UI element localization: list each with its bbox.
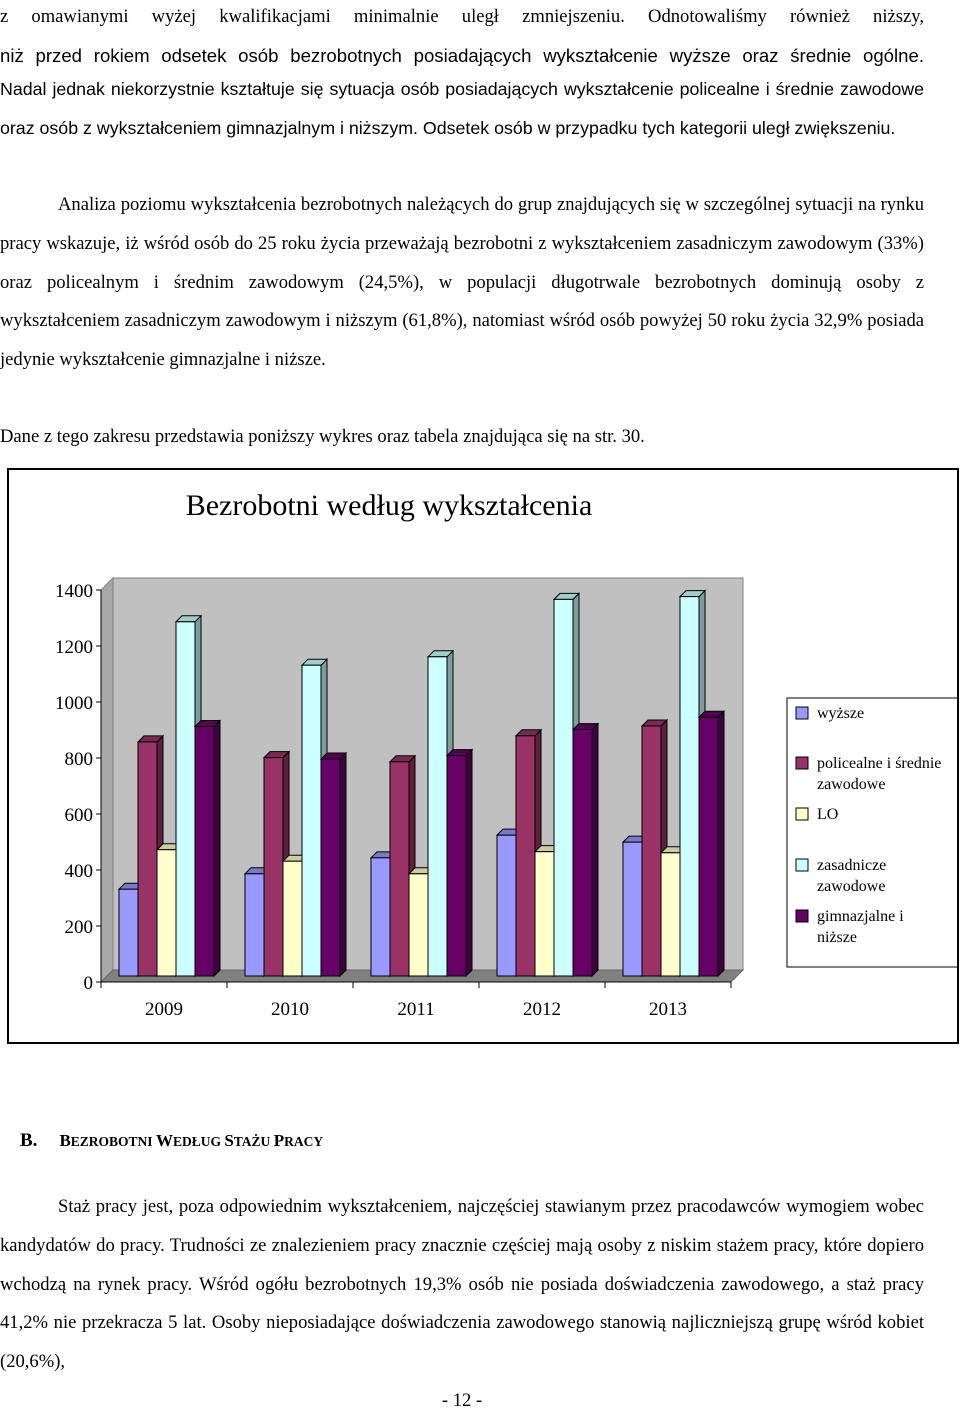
paragraph-1-line-2: niż przed rokiem odsetek osób bezrobotnych posiadających wykształcenie wyższe oraz średnie ogólne. (0, 45, 924, 66)
bar-front (283, 861, 302, 976)
bar-front (138, 742, 157, 976)
y-tick-label: 600 (64, 805, 93, 826)
bar-front (642, 726, 661, 976)
chart-title: Bezrobotni według wykształcenia (185, 489, 593, 522)
bar-front (661, 853, 680, 976)
section-b-title-part: W (155, 1131, 173, 1150)
bar-front (497, 835, 516, 976)
section-b-heading (20, 1130, 323, 1152)
bar (699, 711, 724, 976)
legend-label-line: wyższe (817, 705, 865, 722)
bar-front (321, 759, 340, 976)
bar-front (447, 756, 466, 976)
bar-front (535, 852, 554, 976)
section-b-title-part: EZROBOTNI (70, 1134, 156, 1149)
bar-front (195, 727, 214, 976)
bar-side (214, 721, 220, 976)
section-b-title-part: EDŁUG (172, 1134, 225, 1149)
x-tick-label: 2009 (145, 999, 183, 1020)
bar-side (592, 724, 598, 976)
x-tick-label: 2012 (523, 999, 561, 1020)
bar-front (302, 665, 321, 976)
legend-label-line: policealne i średnie (817, 755, 942, 772)
bar-front (516, 736, 535, 976)
bar-front (371, 858, 390, 976)
bar (321, 753, 346, 976)
bar (447, 750, 472, 976)
chart-frame (7, 468, 959, 1044)
legend-swatch (796, 859, 808, 871)
legend-label-line: niższe (817, 929, 857, 946)
bar-front (119, 889, 138, 976)
legend-box (787, 698, 957, 967)
section-b-title-part: S (224, 1131, 234, 1150)
section-b-letter: B. (20, 1130, 38, 1151)
bar-front (157, 850, 176, 976)
paragraph-2: Analiza poziomu wykształcenia bezrobotnych należących do grup znajdujących się w szczególnej sytuacji na rynku pracy wskazuje, iż wśród osób do 25 roku życia przeważają bezrobotni z wykształceniem zasadniczym zawodowym (33%) oraz policealnym i średnim zawodowym (24,5%), w populacji długotrwale bezrobotnych dominują osoby z wykształceniem zasadniczym zawodowym i niższym (61,8%), natomiast wśród osób powyżej 50 roku życia 32,9% posiada jedynie wykształcenie gimnazjalne i niższe. (0, 194, 924, 371)
bar-front (573, 730, 592, 976)
chart-plot-area (55, 578, 743, 1020)
bar (573, 724, 598, 976)
legend-label-line: zasadnicze (817, 857, 887, 874)
bar-side (718, 711, 724, 976)
legend-label-line: LO (817, 806, 839, 823)
page-number: - 12 - (441, 1390, 483, 1411)
legend-label-line: gimnazjalne i (817, 908, 904, 925)
y-tick-label: 1400 (55, 581, 93, 602)
chart-legend (787, 698, 957, 967)
paragraph-1-rest: Nadal jednak niekorzystnie kształtuje się sytuacja osób posiadających wykształcenie policealne i średnie zawodowe oraz osób z wykształceniem gimnazjalnym i niższym. Odsetek osób w przypadku tych kategorii uległ zwiększeniu. (0, 79, 924, 138)
chart-side-wall (101, 578, 113, 982)
section-b-title-part: P (273, 1131, 285, 1150)
bar-front (176, 622, 195, 976)
bar-front (699, 717, 718, 976)
bar-front (264, 758, 283, 976)
section-b-title-part: TAŻU (233, 1134, 274, 1149)
paragraph-4: Staż pracy jest, poza odpowiednim wykształceniem, najczęściej stawianym przez pracodawców wymogiem wobec kandydatów do pracy. Trudności ze znalezieniem pracy znacznie częściej mają osoby z niskim stażem pracy, które dopiero wchodzą na rynek pracy. Wśród ogółu bezrobotnych 19,3% osób nie posiada doświadczenia zawodowego, a staż pracy 41,2% nie przekracza 5 lat. Osoby nieposiadające doświadczenia zawodowego stanowią najliczniejszą grupę wśród kobiet (20,6%), (0, 1196, 924, 1373)
education-bar-chart (9, 470, 957, 1042)
legend-swatch (796, 757, 808, 769)
bar-front (428, 657, 447, 976)
legend-label (817, 806, 838, 823)
x-tick-label: 2013 (649, 999, 687, 1020)
x-tick-label: 2011 (397, 999, 435, 1020)
y-tick-label: 400 (64, 861, 93, 882)
legend-label (817, 705, 864, 722)
bar-front (680, 597, 699, 976)
legend-swatch (796, 707, 808, 719)
legend-swatch (796, 910, 808, 922)
bar-side (340, 753, 346, 976)
y-tick-label: 0 (83, 973, 93, 994)
section-b-title-part: RACY (284, 1134, 324, 1149)
y-tick-label: 1200 (55, 637, 93, 658)
paragraph-3: Dane z tego zakresu przedstawia poniższy wykres oraz tabela znajdująca się na str. 30. (0, 426, 645, 447)
legend-label-line: zawodowe (817, 776, 886, 793)
legend-label-line: zawodowe (817, 878, 886, 895)
bar-front (554, 599, 573, 976)
y-tick-label: 200 (64, 917, 93, 938)
x-tick-label: 2010 (271, 999, 309, 1020)
paragraph-1-line-1: z omawianymi wyżej kwalifikacjami minimalnie uległ zmniejszeniu. Odnotowaliśmy również niższy, (0, 6, 924, 27)
y-tick-label: 1000 (55, 693, 93, 714)
section-b-title-part: B (59, 1131, 71, 1150)
bar-front (623, 842, 642, 976)
bar-side (466, 750, 472, 976)
bar-front (409, 874, 428, 976)
bar (195, 721, 220, 976)
bar-front (390, 762, 409, 976)
legend-swatch (796, 808, 808, 820)
y-tick-label: 800 (64, 749, 93, 770)
bar-front (245, 874, 264, 976)
